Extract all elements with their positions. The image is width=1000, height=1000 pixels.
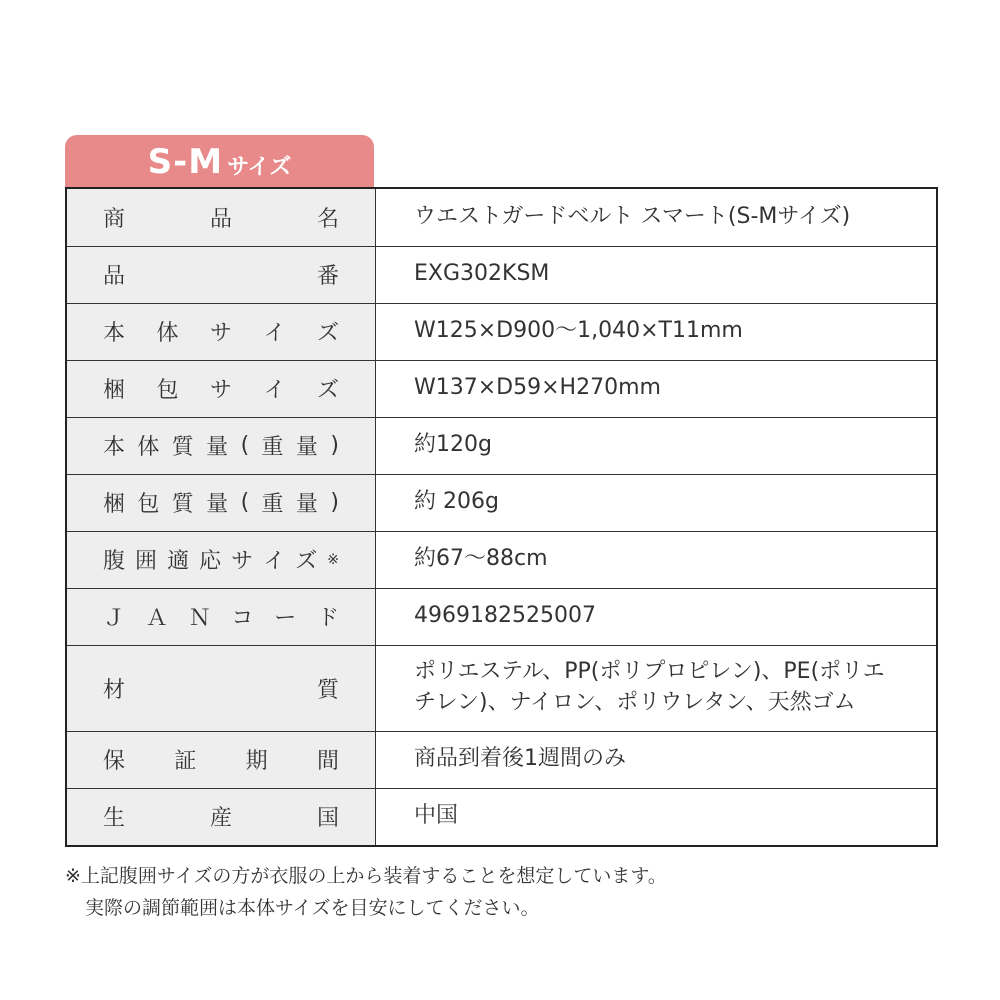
spec-label-cell — [66, 731, 376, 788]
spec-label-cell — [66, 417, 376, 474]
spec-label-char: 包 — [156, 378, 179, 403]
spec-label-char: 本 — [103, 321, 126, 346]
spec-label-char: ズ — [316, 378, 339, 403]
spec-label-char: 応 — [199, 549, 222, 574]
size-tab-size: S-M — [147, 142, 224, 182]
spec-value: EXG302KSM — [376, 246, 938, 303]
spec-label-cell — [66, 788, 376, 846]
spec-label-char: 量 — [295, 492, 318, 517]
spec-label-char: 品 — [103, 264, 126, 289]
spec-label-char: 名 — [316, 206, 339, 232]
spec-value: 4969182525007 — [376, 588, 938, 645]
size-tab-suffix: サイズ — [227, 154, 292, 180]
spec-label-cell — [66, 188, 376, 246]
spec-value: 約 206g — [376, 474, 938, 531]
spec-label-char: ド — [316, 606, 339, 631]
spec-label — [67, 801, 375, 832]
spec-label-char: イ — [263, 378, 286, 403]
spec-label-char: 量 — [206, 492, 229, 517]
spec-row — [66, 246, 937, 303]
spec-row — [66, 417, 937, 474]
spec-label-char: 産 — [209, 806, 232, 832]
spec-row — [66, 645, 937, 731]
spec-label-char: Ａ — [145, 606, 168, 631]
spec-label — [67, 430, 375, 461]
spec-label-char: 質 — [171, 435, 194, 460]
spec-label-char: ー — [274, 606, 297, 631]
spec-label-char: サ — [209, 321, 232, 346]
spec-label-cell — [66, 303, 376, 360]
spec-label-char: コ — [231, 606, 254, 631]
spec-value: W137×D59×H270mm — [376, 360, 938, 417]
spec-label — [67, 316, 375, 347]
spec-row — [66, 531, 937, 588]
spec-label — [67, 202, 375, 233]
spec-label-char: 生 — [103, 806, 126, 832]
spec-label-char: 本 — [103, 435, 126, 460]
spec-label-char: 体 — [156, 321, 179, 346]
spec-label — [67, 744, 375, 775]
footnote — [65, 860, 667, 924]
spec-label-char: イ — [263, 321, 286, 346]
spec-label-char: Ｊ — [103, 606, 126, 631]
spec-label-char: 間 — [316, 749, 339, 774]
spec-label — [67, 601, 375, 632]
spec-label — [67, 259, 375, 290]
spec-label-char: 材 — [103, 677, 126, 703]
spec-label-char: 国 — [316, 806, 339, 832]
spec-label-char: 商 — [103, 206, 126, 232]
spec-label-char: ズ — [295, 549, 318, 574]
spec-row — [66, 474, 937, 531]
spec-label-char: ) — [330, 433, 339, 458]
spec-value: W125×D900〜1,040×T11mm — [376, 303, 938, 360]
spec-value: ポリエステル、PP(ポリプロピレン)、PE(ポリエチレン)、ナイロン、ポリウレタン、天然ゴム — [376, 645, 938, 731]
spec-label-char: 腹 — [103, 549, 126, 574]
spec-label-cell — [66, 246, 376, 303]
spec-label-char: Ｎ — [188, 606, 211, 631]
footnote-line-1: ※上記腹囲サイズの方が衣服の上から装着することを想定しています。 — [65, 865, 667, 887]
spec-label-cell — [66, 531, 376, 588]
spec-label-char: 包 — [137, 492, 160, 517]
spec-label-char: 量 — [206, 435, 229, 460]
spec-table — [65, 187, 938, 847]
spec-label-char: 梱 — [103, 492, 126, 517]
spec-label — [67, 373, 375, 404]
spec-label-char: 量 — [295, 435, 318, 460]
spec-row — [66, 188, 937, 246]
spec-label-char: 期 — [245, 749, 268, 774]
spec-label-char: ズ — [316, 321, 339, 346]
spec-label-char: ( — [240, 433, 250, 458]
spec-value: 約120g — [376, 417, 938, 474]
spec-label-char: サ — [231, 549, 254, 574]
spec-value: 約67〜88cm — [376, 531, 938, 588]
spec-label-char: 番 — [316, 264, 339, 289]
spec-label-char: サ — [209, 378, 232, 403]
spec-label — [67, 673, 375, 704]
spec-label-char: 質 — [171, 492, 194, 517]
spec-label-char: ※ — [327, 551, 339, 568]
spec-value: ウエストガードベルト スマート(S-Mサイズ) — [376, 188, 938, 246]
spec-label-char: 体 — [137, 435, 160, 460]
size-tab — [65, 135, 374, 187]
spec-label-char: ( — [240, 490, 250, 515]
spec-label — [67, 544, 375, 575]
spec-row — [66, 788, 937, 846]
spec-label-cell — [66, 588, 376, 645]
spec-label-char: 保 — [103, 749, 126, 774]
spec-row — [66, 731, 937, 788]
spec-label-char: 質 — [316, 677, 339, 703]
spec-label-char: 梱 — [103, 378, 126, 403]
spec-label-char: 囲 — [135, 549, 158, 574]
spec-value: 商品到着後1週間のみ — [376, 731, 938, 788]
spec-label-char: 証 — [174, 749, 197, 774]
spec-value: 中国 — [376, 788, 938, 846]
spec-label — [67, 487, 375, 518]
spec-row — [66, 588, 937, 645]
spec-label-char: ) — [330, 490, 339, 515]
spec-label-char: イ — [263, 549, 286, 574]
spec-label-char: 重 — [261, 492, 284, 517]
spec-label-cell — [66, 474, 376, 531]
footnote-line-2: 実際の調節範囲は本体サイズを目安にしてください。 — [85, 897, 540, 919]
spec-label-cell — [66, 360, 376, 417]
spec-row — [66, 303, 937, 360]
spec-label-cell — [66, 645, 376, 731]
spec-label-char: 品 — [209, 206, 232, 232]
spec-label-char: 適 — [167, 549, 190, 574]
spec-row — [66, 360, 937, 417]
spec-label-char: 重 — [261, 435, 284, 460]
